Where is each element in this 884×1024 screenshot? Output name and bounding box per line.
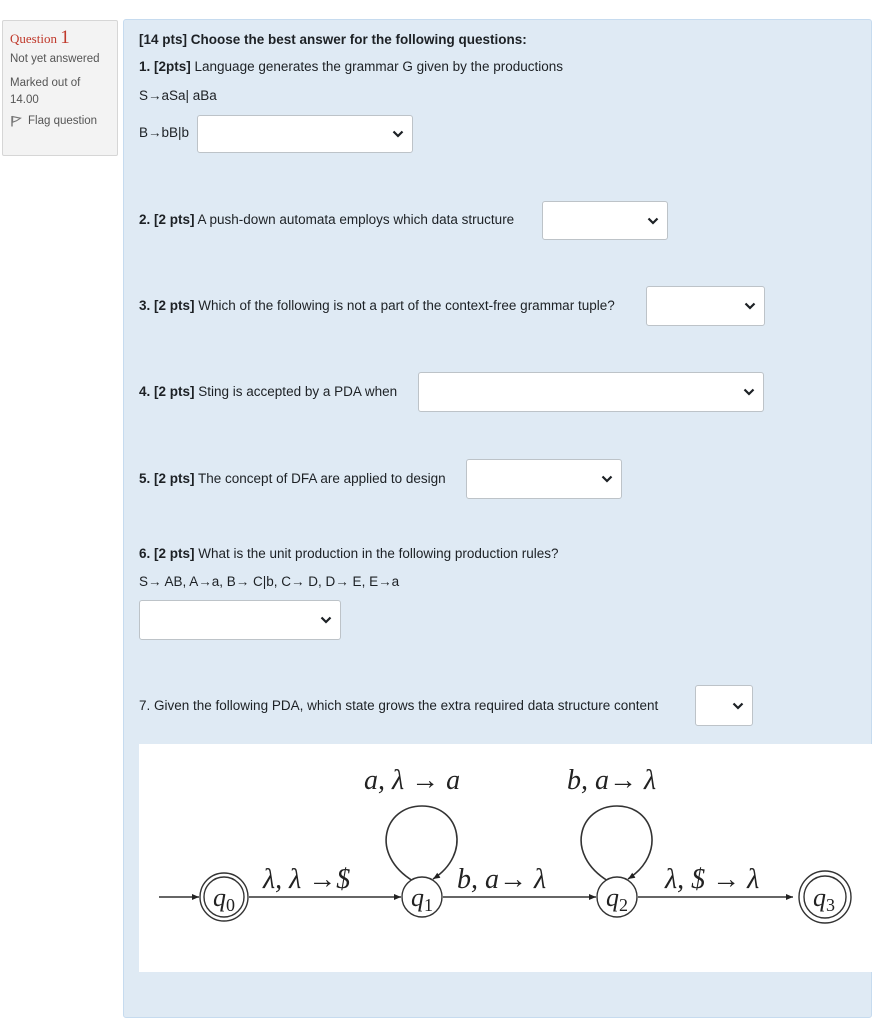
q5-number: 5. [2 pts] (139, 471, 195, 486)
q1-answer-select[interactable] (197, 115, 413, 153)
state-q1 (402, 877, 442, 917)
q6-answer-select[interactable] (139, 600, 341, 640)
state-q0-label: q (213, 883, 226, 912)
question-grade (10, 75, 117, 109)
grade-value: 14.00 (10, 94, 39, 106)
q5-answer-select[interactable] (466, 459, 622, 499)
label-q0-q1: λ, λ →$ (263, 864, 351, 895)
grade-label: Marked out of (10, 77, 81, 89)
label-q2-q3: λ, $ → λ (665, 864, 760, 895)
flag-question-label: Flag question (28, 115, 98, 127)
q2-text (139, 212, 514, 227)
q3-number: 3. [2 pts] (139, 298, 195, 313)
q6-production-rules: S→ AB, A→a, B→ C|b, C→ D, D→ E, E→a (139, 574, 400, 589)
state-q2-sub: 2 (619, 895, 628, 915)
flag-question-link[interactable] (10, 115, 117, 127)
q6-text (139, 546, 558, 561)
question-number-value: 1 (60, 27, 70, 48)
q1-production-b: B→bB|b (139, 125, 190, 140)
q1-text (139, 59, 563, 74)
state-q1-label: q (411, 883, 424, 912)
question-content (123, 19, 872, 1018)
label-q1-q2: b, a→ λ (457, 864, 547, 895)
question-label: Question (10, 31, 57, 46)
q6-number: 6. [2 pts] (139, 546, 195, 561)
q6-prompt: What is the unit production in the following production rules? (194, 546, 559, 561)
question-header: [14 pts] Choose the best answer for the following questions: (139, 32, 527, 47)
q5-prompt: The concept of DFA are applied to design (194, 471, 446, 486)
pda-diagram (139, 744, 873, 972)
chevron-down-icon (320, 615, 332, 625)
q1-prompt: Language generates the grammar G given by the productions (190, 59, 563, 74)
flag-icon (10, 115, 22, 127)
label-loop-q2: b, a→ λ (567, 765, 657, 796)
q4-number: 4. [2 pts] (139, 384, 195, 399)
q7-answer-select[interactable] (695, 685, 753, 726)
loop-q1 (386, 806, 457, 881)
state-q2 (597, 877, 637, 917)
question-info-panel (2, 20, 118, 156)
question-state: Not yet answered (10, 53, 100, 65)
pda-diagram-svg (139, 744, 873, 972)
q1-production-s: S→aSa| aBa (139, 88, 217, 103)
q4-prompt: Sting is accepted by a PDA when (194, 384, 398, 399)
loop-q2 (581, 806, 652, 881)
chevron-down-icon (647, 216, 659, 226)
q3-answer-select[interactable] (646, 286, 765, 326)
q2-answer-select[interactable] (542, 201, 668, 240)
state-q2-label: q (606, 883, 619, 912)
label-loop-q1: a, λ → a (364, 765, 461, 796)
state-q0 (200, 873, 248, 921)
state-q1-sub: 1 (424, 895, 433, 915)
q3-text (139, 298, 615, 313)
q3-prompt: Which of the following is not a part of the context-free grammar tuple? (194, 298, 615, 313)
q7-text: 7. Given the following PDA, which state grows the extra required data structure content (139, 698, 659, 713)
state-q0-sub: 0 (226, 895, 235, 915)
q4-answer-select[interactable] (418, 372, 764, 412)
chevron-down-icon (732, 701, 744, 711)
state-q3-sub: 3 (826, 895, 835, 915)
question-number (10, 27, 117, 49)
q2-prompt: A push-down automata employs which data structure (194, 212, 515, 227)
state-q3 (799, 871, 851, 923)
q2-number: 2. [2 pts] (139, 212, 195, 227)
q4-text (139, 384, 397, 399)
chevron-down-icon (743, 387, 755, 397)
chevron-down-icon (392, 129, 404, 139)
chevron-down-icon (744, 301, 756, 311)
chevron-down-icon (601, 474, 613, 484)
q5-text (139, 471, 446, 486)
q1-number: 1. [2pts] (139, 59, 191, 74)
state-q3-label: q (813, 883, 826, 912)
